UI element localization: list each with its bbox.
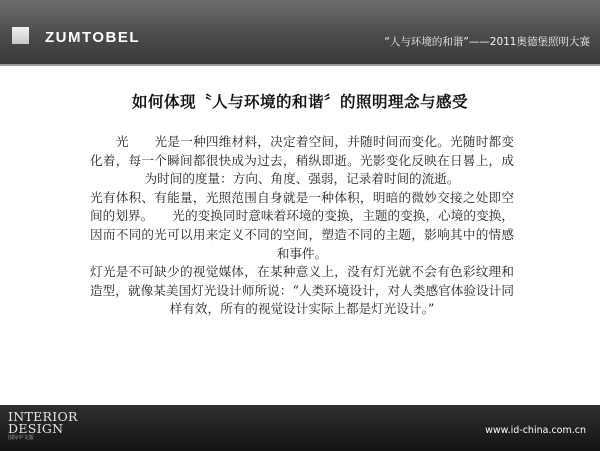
logo-subtitle: 国际中文版 <box>8 435 35 441</box>
paragraph-1: 光 光是一种四维材料，决定着空间，并随时间而变化。光随时都变化着，每一个瞬间都很快成为过去，稍纵即逝。光影变化反映在日晷上，成为时间的度量：方向、角度、强弱，记录着时间的流逝。 <box>90 134 514 187</box>
website-url[interactable]: www.id-china.com.cn <box>485 425 586 436</box>
interior-design-logo <box>8 411 78 442</box>
header-divider <box>0 64 600 66</box>
competition-title: “人与环境的和谐”——2011奥德堡照明大赛 <box>384 36 590 48</box>
paragraph-2: 光有体积、有能量，光照范围自身就是一种体积，明暗的微妙交接之处即空间的划界。 光的变换同时意味着环境的变换，主题的变换，心境的变换，因而不同的光可以用来定义不同的空间，塑造不同的主题，影响其中的情感和事件。 <box>90 189 514 261</box>
article-body <box>90 133 514 319</box>
document-title: 如何体现〝人与环境的和谐〞的照明理念与感受 <box>131 92 468 111</box>
brand-logo-text: ZUMTOBEL <box>45 29 141 46</box>
logo-line-1: INTERIOR <box>8 409 78 424</box>
header-bar <box>0 0 600 64</box>
paragraph-3: 灯光是不可缺少的视觉媒体，在某种意义上，没有灯光就不会有色彩纹理和造型，就像某美国灯光设计师所说：“人类环境设计，对人类感官体验设计同样有效，所有的视觉设计实际上都是灯光设计。” <box>90 264 514 317</box>
zumtobel-logo-icon <box>12 27 29 44</box>
footer-bar <box>0 405 600 451</box>
logo-line-2: DESIGN <box>8 421 64 436</box>
